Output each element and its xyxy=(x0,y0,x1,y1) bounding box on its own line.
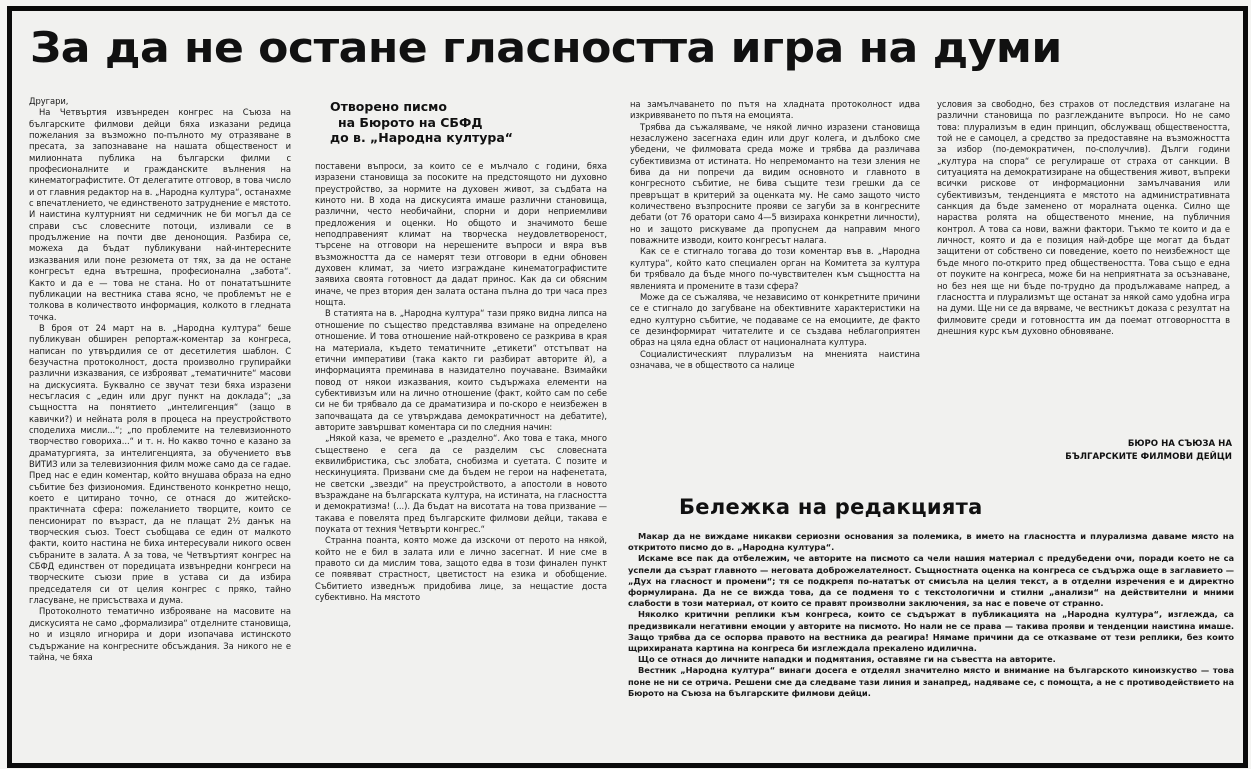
signature xyxy=(1022,438,1232,463)
editorial-note xyxy=(628,531,1234,759)
paragraph: Може да се съжалява, че независимо от конкретните причини се е стигнало до загубване на обективните характеристики на едно културно събитие, че подаваме се на емоциите, де факто се дезинформират читателите и се създава неблагоприятен образ на цяла една област от националната култура. xyxy=(630,291,920,348)
paragraph: Странна поанта, която може да изскочи от перото на някой, който не е бил в залата или е лично засегнат. И ние сме в правото си да мислим това, защото едва в този финален пункт се появяват страстност, цветистост на езика и обобщение. Събитието изведнъж придобива лице, за нещастие доста субективно. На мястото xyxy=(315,535,607,603)
letter-title xyxy=(330,99,600,146)
paragraph: Що се отнася до личните нападки и подмятания, оставяме ги на съвестта на авторите. xyxy=(638,654,1056,665)
letter-title-line: на Бюрото на СБФД xyxy=(338,114,483,130)
column-3 xyxy=(630,99,920,481)
newspaper-clipping xyxy=(7,6,1248,768)
column-1 xyxy=(29,96,291,756)
paragraph: Вестник „Народна култура“ винаги досега е отделял значително място и внимание на българското киноизкуство — това поне не ни се отрича. Решени сме да следваме тази линия и занапред, надяваме се, с помощта, а не с противодействието на Бюрото на Съюза на българските филмови дейци. xyxy=(628,665,1234,698)
paragraph: Няколко критични реплики към конгреса, които се съдържат в публикацията на „Народна култура“, изглежда, са предизвикали негативни емоции у авторите на писмото. Но нали не се права — такива прояви и тенденции наистина имаше. Защо трябва да се оспорва правото на вестника да реагира! Нямаме причини да се отказваме от тези реплики, без които щрихираната картина на конгреса би изглеждала прекалено идилична. xyxy=(628,609,1234,654)
paragraph: на замълчаването по пътя на хладната протоколност идва изкривяването по пътя на емоцията. xyxy=(630,99,920,121)
column-4 xyxy=(937,99,1230,437)
paragraph: Социалистическият плурализъм на мненията наистина означава, че в обществото са налице xyxy=(630,348,920,370)
paragraph: Макар да не виждаме никакви сериозни основания за полемика, в името на гласността и плурализма даваме място на откритото писмо до в. „Народна култура“. xyxy=(628,531,1234,553)
letter-title-line: Отворено писмо xyxy=(330,99,447,114)
editorial-note-title: Бележка на редакцията xyxy=(679,495,983,519)
signature-line: БЮРО НА СЪЮЗА НА xyxy=(1127,439,1232,449)
paragraph: Как се е стигнало тогава до този коментар във в. „Народна култура“, който като специален орган на Комитета за култура би трябвало да бъде много по-чувствителен към същността на явленията и промените в тази сфера? xyxy=(630,246,920,291)
headline: За да не остане гласността игра на думи xyxy=(30,23,1062,72)
paragraph: Протоколното тематично изброяване на масовите на дискусията не само „формализира“ отделните становища, но и изцяло игнорира и дори изопачава истинското съдържание на конгресните обсъждания. За никого не е тайна, че бяха xyxy=(29,606,291,662)
column-2 xyxy=(315,161,607,756)
salutation: Другари, xyxy=(29,96,69,106)
paragraph: В статията на в. „Народна култура“ тази пряко видна липса на отношение по същество представлява взимане на определено отношение. И това отношение най-откровено се разкрива в края на материала, където тематичните „етикети“ отстъпват на етични императиви (така както ги разбират авторите й), а информацията преминава в назидателно поучаване. Взимайки повод от някои изказвания, които съдържаха елементи на субективизъм или на лично отношение (факт, който сам по себе си не би трябвало да се драматизира и по-скоро е неизбежен в започващата да се утвърждава демократичност на дебатите), авторите завършват коментара си по следния начин: xyxy=(315,308,607,432)
quote-paragraph: „Някой каза, че времето е „разделно“. Ако това е така, много съществено е сега да се разделим със словесната еквилибристика, със злобата, снобизма и суетата. С позите и нескинуцията. Призвани сме да бъдем не герои на нафенетата, не светски „звезди“ на преустройството, а апостоли в новото възраждане на българската култура, на истината, на гласността и демократизма! (...). Да бъдат на висотата на това призвание — такава е повелята пред българските филмови дейци, такава е поуката от техния Четвърти конгрес.“ xyxy=(315,433,607,534)
paragraph: условия за свободно, без страхов от последствия излагане на различни становища по разглежданите въпроси. Но не само това: плурализъм в един принцип, обслужващ обществеността, той не е самоцел, а средство за предоставяне на възможността за избор (по-демократичен, по-сполучлив). Дълги години „култура на спора“ се регулираше от страха от санкции. В ситуацията на демократизиране на обществения живот, въпреки всички рискове от информационни замълчавания или субективизъм, тенденцията е мястото на административната санкция да бъде заменено от моралната оценка. Силно ще нараства ролята на общественото мнение, на публичния контрол. А това са нови, важни фактори. Тъкмо те които и да е личност, която и да е позиция най-добре ще могат да бъдат защитени от собствено си поведение, което по неизбежност ще бъде много по-открито пред обществеността. Това също е една от поуките на конгреса, може би на неприятната за осъзнаване, но без нея ще ни бъде по-трудно да продължаваме напред, а гласността и плурализмът ще останат за някой само удобна игра на думи. Ще ни се да вярваме, че вестникът доказа с резултат на филмовите среди и готовността им да поемат отговорността в днешния курс към духовно обновяване. xyxy=(937,99,1230,336)
paragraph: Трябва да съжаляваме, че някой лично изразени становища незаслужено засегнаха един или друг колега, и дълбоко сме убедени, че филмовата среда може и трябва да различава субективизма от истината. Но непремоманто на тези зления не бива да ни попречи да видим основното и главното в конгресното събитие, не бива същите тези грешки да се превръщат в критерий за оценката му. Не само защото чисто количествено възпросните прояви се загуби за в конгресните дебати (от 76 оратори само 4—5 визираха конкретни личности), но и защото рискуваме да пропуснем да направим много поважните изводи, които конгресът налага. xyxy=(630,121,920,246)
paragraph: В броя от 24 март на в. „Народна култура“ беше публикуван обширен репортаж-коментар за конгреса, написан по утвърдилия се от десетилетия шаблон. С безучастна протоколност, доста произволно групирайки различни изказвания, се изброяват „тематичните“ масови на дискусията. Буквално се звучат тези бяха изразени несъгласия с „един или друг пункт на доклада“; „за същността на понятието „интелигенция“ (защо в кавички?) и нейната роля в процеса на преустройството споделиха мисли...“; „по проблемите на телевизионното творчество говориха...“ и т. н. Но какво точно е казано за драматургията, за интелигенцията, за обучението във ВИТИЗ или за телевизионния филм може само да се гадае. Пред нас е един коментар, който внушава образа на едно събитие без физиономия. Единственото конкретно нещо, което е цитирано точно, се отнася до житейско-практичната сфера: пожеланието творците, които се пенсионират по възраст, да не плащат 2½ данък на творческия съюз. Тоест съобщава се един от малкото факти, които настина не биха интересували никого освен събраните в залата. А за това, че Четвъртият конгрес на СБФД единствен от поредицата извънредни конгреси на творческите съюзи прие в устава си да избира председателя си от целия конгрес с пряко, тайно гласуване, не присъстваха и дума. xyxy=(29,322,291,606)
signature-line: БЪЛГАРСКИТЕ ФИЛМОВИ ДЕЙЦИ xyxy=(1065,451,1232,462)
paragraph: поставени въпроси, за които се е мълчало с години, бяха изразени становища за посоките на предстоящото ни духовно преустройство, за нормите на духовен живот, за съдбата на киното ни. В хода на дискусията имаше различни становища, различни, често необичайни, спорни и дори неприемливи предложения и оценки. Но общото и значимото беше неподправеният климат на творческа неудовлетвореност, търсене на отговори на нерешените въпроси и вяра във възможността да се намерят тези отговори в едни обновен духовен климат, за чието изграждане кинематографистите заявиха своята готовност да дадат принос. Как да си обясним иначе, че през втория ден залата остана пълна до три часа през нощта. xyxy=(315,161,607,308)
paragraph: На Четвъртия извънреден конгрес на Съюза на българските филмови дейци бяха изказани редица пожелания за възможно по-пълното му отразяване в пресата, за запознаване на нашата общественост и милионната публика на български филми с професионалните и гражданските вълнения на кинематографистите. От делегатите отговор, в това число и от главния редактор на в. „Народна култура“, останахме с впечатлението, че единственото затруднение е мястото. И наистина културният ни седмичник не би могъл да се справи със словесните потоци, изливали се в продължение на почти две денонощия. Разбира се, можеха да бъдат публикувани най-интересните изказвания или поне резюмета от тях, за да не остане конгресът една вътрешна, професионална „забота“. Както и да е — това не стана. Но от понататъшните публикации на вестника става ясно, че проблемът не е толкова в количеството информация, колкото в гледната точка. xyxy=(29,107,291,322)
paragraph: Искаме все пак да отбележим, че авторите на писмото са чели нашия материал с предубедени очи, поради което не са успели да съзрат главното — неговата доброжелателност. Същностната оценка на конгреса се съдържа още в заглавието — „Дух на гласност и промени“; тя се подкрепя по-нататък от смисъла на целия текст, а в отделни изречения е и директно формулирана. Да не се вижда това, да се подменя то с текстологични и стилни „анализи“ на действителни и мними слабости в този материал, от които се правят произволни заключения, за нас е повече от странно. xyxy=(628,553,1234,609)
letter-title-line: до в. „Народна култура“ xyxy=(330,130,513,145)
